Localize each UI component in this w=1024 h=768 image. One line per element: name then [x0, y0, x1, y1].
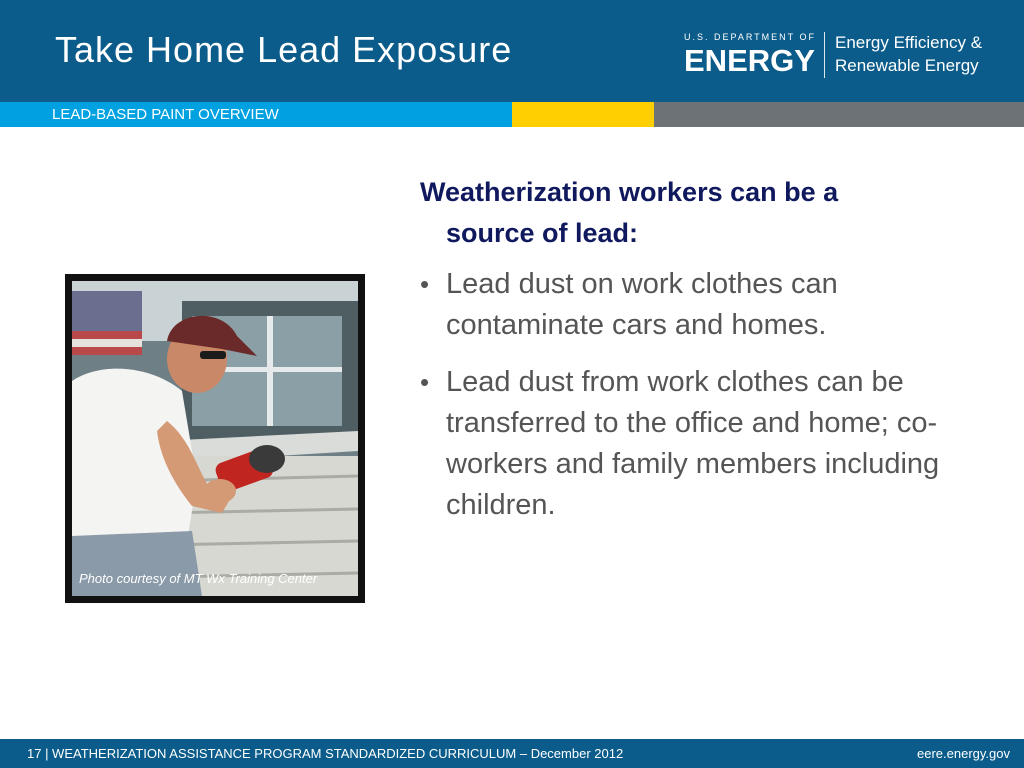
section-band-gray [654, 102, 1024, 127]
logo-department-text: U.S. DEPARTMENT OF [684, 32, 817, 42]
lead-heading-line2: source of lead: [446, 218, 639, 248]
bullet-item [420, 264, 990, 346]
section-band-yellow [512, 102, 654, 127]
logo-eere-line2: Renewable Energy [835, 56, 979, 75]
bullet-dot-icon: • [420, 269, 430, 299]
worker-photo [72, 281, 358, 596]
logo-energy-text: ENERGY [684, 43, 815, 78]
bullet-item [420, 362, 990, 526]
section-label: LEAD-BASED PAINT OVERVIEW [52, 106, 279, 123]
bullet-list [420, 264, 990, 526]
logo-eere-line1: Energy Efficiency & [835, 33, 983, 52]
footer-website-link[interactable]: eere.energy.gov [917, 746, 1010, 761]
lead-heading [420, 172, 990, 254]
bullet-dot-icon: • [420, 367, 430, 397]
photo-frame [65, 274, 365, 603]
slide-content [420, 172, 990, 542]
logo-eere-text [835, 31, 982, 77]
footer-curriculum-text: 17 | WEATHERIZATION ASSISTANCE PROGRAM STANDARDIZED CURRICULUM – December 2012 [27, 746, 624, 761]
bullet-text: Lead dust on work clothes can contaminate cars and homes. [446, 268, 838, 341]
slide-title: Take Home Lead Exposure [55, 29, 513, 70]
bullet-text: Lead dust from work clothes can be transferred to the office and home; co-workers and family members including children. [446, 366, 940, 521]
lead-heading-line1: Weatherization workers can be a [420, 177, 839, 207]
logo-divider [824, 32, 825, 78]
photo-caption: Photo courtesy of MT Wx Training Center [79, 571, 318, 586]
